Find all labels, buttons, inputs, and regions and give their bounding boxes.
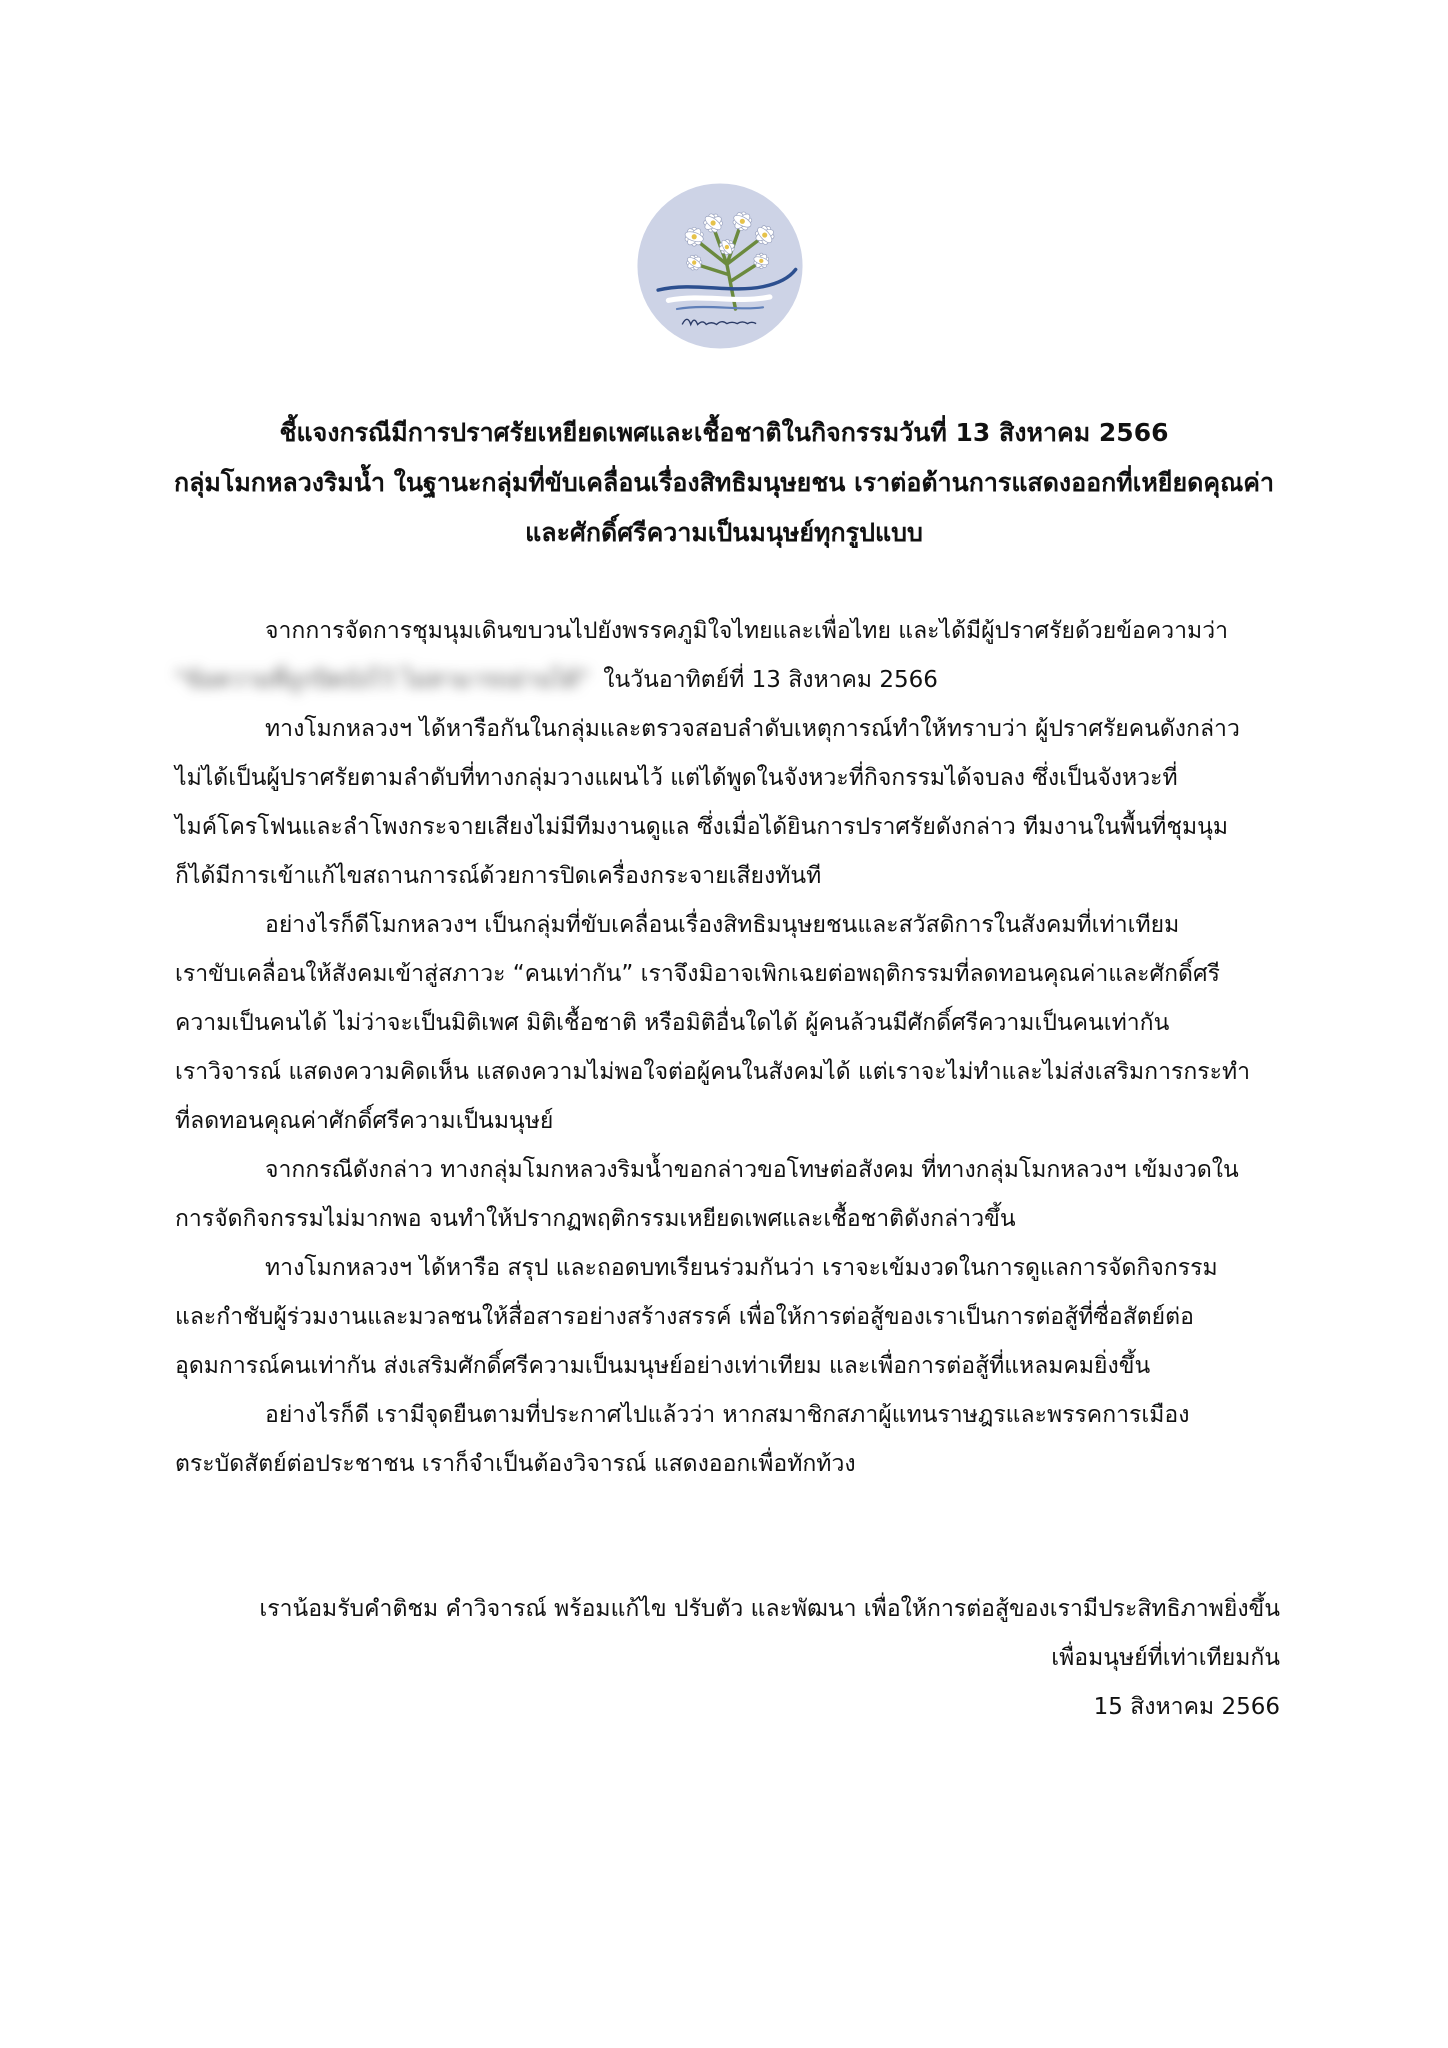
paragraph-3-line-2: เราขับเคลื่อนให้สังคมเข้าสู่สภาวะ “คนเท่ากัน” เราจึงมิอาจเพิกเฉยต่อพฤติกรรมที่ลดทอนคุณค่าและศักดิ์ศรี [175,961,1220,987]
group-logo [634,180,806,352]
paragraph-5-line-1: ทางโมกหลวงฯ ได้หารือ สรุป และถอดบทเรียนร่วมกันว่า เราจะเข้มงวดในการดูแลการจัดกิจกรรม [265,1255,1218,1281]
paragraph-6-line-1: อย่างไรก็ดี เรามีจุดยืนตามที่ประกาศไปแล้วว่า หากสมาชิกสภาผู้แทนราษฎรและพรรคการเมือง [265,1402,1190,1428]
paragraph-5-line-3: อุดมการณ์คนเท่ากัน ส่งเสริมศักดิ์ศรีความเป็นมนุษย์อย่างเท่าเทียม และเพื่อการต่อสู้ที่แหลมคมยิ่งขึ้น [175,1353,1151,1379]
paragraph-2-line-3: ไมค์โครโฟนและลำโพงกระจายเสียงไม่มีทีมงานดูแล ซึ่งเมื่อได้ยินการปราศรัยดังกล่าว ทีมงานในพื้นที่ชุมนุม [175,814,1228,840]
paragraph-4-line-2: การจัดกิจกรรมไม่มากพอ จนทำให้ปรากฏพฤติกรรมเหยียดเพศและเชื้อชาติดังกล่าวขึ้น [175,1206,1016,1232]
closing-line-1: เราน้อมรับคำติชม คำวิจารณ์ พร้อมแก้ไข ปรับตัว และพัฒนา เพื่อให้การต่อสู้ของเรามีประสิทธิภาพยิ่งขึ้น [259,1596,1280,1622]
closing-block [175,1585,1280,1732]
paragraph-4-line-1: จากกรณีดังกล่าว ทางกลุ่มโมกหลวงริมน้ำขอกล่าวขอโทษต่อสังคม ที่ทางกลุ่มโมกหลวงฯ เข้มงวดใน [265,1157,1239,1183]
document-heading [120,408,1328,558]
document-body [175,607,1280,1489]
paragraph-3-line-1: อย่างไรก็ดีโมกหลวงฯ เป็นกลุ่มที่ขับเคลื่อนเรื่องสิทธิมนุษยชนและสวัสดิการในสังคมที่เท่าเทียม [265,912,1180,938]
heading-line-3: และศักดิ์ศรีความเป็นมนุษย์ทุกรูปแบบ [525,518,923,547]
closing-line-2: เพื่อมนุษย์ที่เท่าเทียมกัน [1051,1645,1280,1671]
paragraph-2-line-1: ทางโมกหลวงฯ ได้หารือกันในกลุ่มและตรวจสอบลำดับเหตุการณ์ทำให้ทราบว่า ผู้ปราศรัยคนดังกล่าว [265,716,1240,742]
paragraph-3-line-5: ที่ลดทอนคุณค่าศักดิ์ศรีความเป็นมนุษย์ [175,1108,554,1134]
paragraph-1-date: ในวันอาทิตย์ที่ 13 สิงหาคม 2566 [603,667,938,693]
paragraph-3-line-4: เราวิจารณ์ แสดงความคิดเห็น แสดงความไม่พอใจต่อผู้คนในสังคมได้ แต่เราจะไม่ทำและไม่ส่งเสริมการกระทำ [175,1059,1251,1085]
paragraph-5-line-2: และกำชับผู้ร่วมงานและมวลชนให้สื่อสารอย่างสร้างสรรค์ เพื่อให้การต่อสู้ของเราเป็นการต่อสู้ที่ซื่อสัตย์ต่อ [175,1304,1194,1330]
paragraph-6-line-2: ตระบัดสัตย์ต่อประชาชน เราก็จำเป็นต้องวิจารณ์ แสดงออกเพื่อทักท้วง [175,1451,856,1477]
closing-date: 15 สิงหาคม 2566 [1093,1694,1280,1720]
paragraph-2-line-4: ก็ได้มีการเข้าแก้ไขสถานการณ์ด้วยการปิดเครื่องกระจายเสียงทันที [175,863,822,889]
paragraph-3-line-3: ความเป็นคนได้ ไม่ว่าจะเป็นมิติเพศ มิติเชื้อชาติ หรือมิติอื่นใดได้ ผู้คนล้วนมีศักดิ์ศรีความเป็นคนเท่ากัน [175,1010,1170,1036]
paragraph-1-line-2 [175,656,1280,705]
redacted-quote: "ข้อความที่ถูกปิดบังไว้ ไม่สามารถอ่านได้" [175,667,590,693]
paragraph-2-line-2: ไม่ได้เป็นผู้ปราศรัยตามลำดับที่ทางกลุ่มวางแผนไว้ แต่ได้พูดในจังหวะที่กิจกรรมได้จบลง ซึ่งเป็นจังหวะที่ [175,765,1178,791]
paragraph-1-line-1: จากการจัดการชุมนุมเดินขบวนไปยังพรรคภูมิใจไทยและเพื่อไทย และได้มีผู้ปราศรัยด้วยข้อความว่า [265,618,1229,644]
heading-line-1: ชี้แจงกรณีมีการปราศรัยเหยียดเพศและเชื้อชาติในกิจกรรมวันที่ 13 สิงหาคม 2566 [279,418,1169,447]
heading-line-2: กลุ่มโมกหลวงริมน้ำ ในฐานะกลุ่มที่ขับเคลื่อนเรื่องสิทธิมนุษยชน เราต่อต้านการแสดงออกที่เหยียดคุณค่า [173,468,1275,497]
